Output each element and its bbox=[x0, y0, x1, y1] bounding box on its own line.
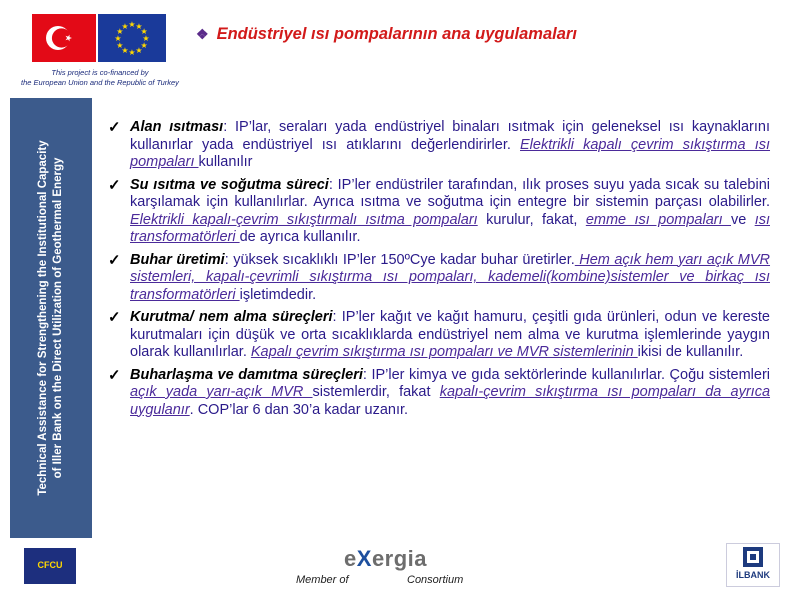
cofinance-line-1: This project is co-financed by bbox=[51, 68, 149, 77]
exergia-logo: eXergia bbox=[344, 546, 428, 571]
eu-star-icon: ★ bbox=[116, 41, 124, 50]
eu-star-icon: ★ bbox=[128, 20, 136, 29]
consortium-label: Consortium bbox=[407, 574, 464, 586]
eu-star-icon: ★ bbox=[121, 21, 129, 31]
link[interactable]: Kapalı çevrim sıkıştırma ısı pompaları ve MVR sistemlerinin bbox=[250, 344, 638, 360]
ilbank-mark-icon bbox=[727, 544, 779, 570]
link[interactable]: ısı transformatörleri bbox=[130, 211, 770, 245]
eu-star-icon: ★ bbox=[121, 46, 129, 56]
eu-star-icon: ★ bbox=[135, 21, 143, 31]
list-item: ✓ Buharlaşma ve damıtma süreçleri: IP’ler kimya ve gıda sektörlerinde kullanılırlar. Çoğu sistemleri açık yada yarı-açık MVR sistemlerdir, fakat kapalı-çevrim sıkıştırma ısı pompaları da ayrıca uygulanır. COP’lar 6 dan 30’a kadar uzanır. bbox=[108, 366, 771, 418]
side-panel-text bbox=[36, 108, 66, 528]
eu-star-icon: ★ bbox=[128, 48, 136, 57]
link[interactable]: kapalı-çevrim sıkıştırma ısı pompaları da ayrıca uygulanır bbox=[130, 384, 771, 418]
checkmark-icon: ✓ bbox=[108, 366, 121, 384]
side-panel-line-1: Technical Assistance for Strengthening the Institutional Capacity bbox=[37, 140, 49, 496]
slide-title-text: Endüstriyel ısı pompalarının ana uygulamaları bbox=[216, 25, 577, 43]
list-item: ✓ Su ısıtma ve soğutma süreci: IP’ler endüstriler tarafından, ılık proses suyu yada sıcak su talebini karşılamak için kullanılırlar. Ayrıca ısıtma ve soğutma için entegre bir sistemin parçası olabilirler. Elektrikli kapalı-çevrim sıkıştırmalı ısıtma pompaları kurulur, fakat, emme ısı pompaları ve ısı transformatörleri de ayrıca kullanılır. bbox=[108, 176, 770, 245]
cfcu-logo: CFCU bbox=[24, 548, 76, 584]
side-panel-line-2: of Iller Bank on the Direct Utilization of Geothermal Energy bbox=[52, 157, 64, 479]
link[interactable]: Hem açık hem yarı açık MVR sistemleri, kapalı-çevrimli sıkıştırma ısı pompaları, kademeli(kombine)sistemler ve birkaç ısı transformatörleri bbox=[130, 251, 771, 303]
list-item: ✓ Kurutma/ nem alma süreçleri: IP’ler kağıt ve kağıt hamuru, çeşitli gıda ürünleri, odun ve kereste kurutmaları için düşük ve orta sıcaklıklarda endüstriyel nem alma ve kurutma işlemlerinde yaygın olarak kullanılırlar. Kapalı çevrim sıkıştırma ısı pompaları ve MVR sistemlerinin ikisi de kullanılır. bbox=[108, 309, 770, 360]
link[interactable]: Elektrikli kapalı çevrim sıkıştırma ısı pompaları bbox=[130, 136, 771, 170]
checkmark-icon: ✓ bbox=[108, 251, 121, 269]
diamond-bullet-icon: ❖ bbox=[196, 26, 209, 42]
ilbank-logo: İLBANK bbox=[726, 543, 780, 587]
checkmark-icon: ✓ bbox=[108, 119, 121, 136]
eu-star-icon: ★ bbox=[140, 41, 148, 50]
eu-star-icon: ★ bbox=[116, 27, 124, 36]
eu-star-icon: ★ bbox=[140, 27, 148, 36]
eu-star-icon: ★ bbox=[142, 34, 150, 43]
eu-star-icon: ★ bbox=[114, 34, 122, 43]
eu-star-icon: ★ bbox=[135, 46, 143, 56]
list-item: ✓ Alan ısıtması: IP’lar, seraları yada endüstriyel binaları ısıtmak için geleneksel ısı kaynaklarını kullanırlar yada endüstriyel ısı atıklarını değerlendirirler. Elektrikli kapalı çevrim sıkıştırma ısı pompaları kullanılır bbox=[108, 119, 771, 170]
link[interactable]: açık yada yarı-açık MVR bbox=[130, 384, 313, 400]
slide-title bbox=[196, 25, 577, 44]
list-item: ✓ Buhar üretimi: yüksek sıcaklıklı IP’ler 150ºCye kadar buhar üretirler. Hem açık hem yarı açık MVR sistemleri, kapalı-çevrimli sıkıştırma ısı pompaları, kademeli(kombine)sistemler ve birkaç ısı transformatörleri işletimdedir. bbox=[108, 251, 771, 303]
link[interactable]: emme ısı pompaları bbox=[585, 211, 731, 228]
eu-flag-icon bbox=[98, 14, 166, 62]
checkmark-icon: ✓ bbox=[108, 176, 121, 194]
cofinance-line-2: the European Union and the Republic of Turkey bbox=[21, 78, 179, 87]
bullet-list bbox=[108, 119, 770, 424]
turkey-flag-icon bbox=[32, 14, 96, 62]
member-of-label: Member of bbox=[296, 574, 349, 586]
link[interactable]: Elektrikli kapalı-çevrim sıkıştırmalı ısıtma pompaları bbox=[130, 211, 478, 228]
checkmark-icon: ✓ bbox=[108, 309, 121, 326]
